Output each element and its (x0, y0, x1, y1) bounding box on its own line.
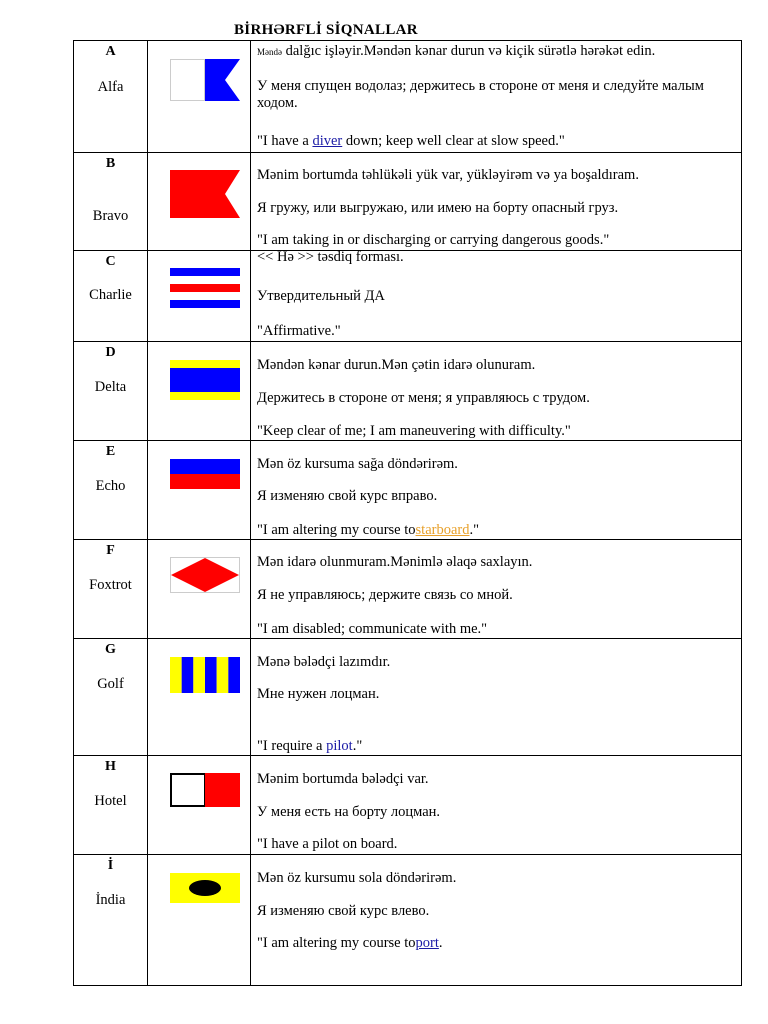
signal-name: Charlie (89, 287, 132, 303)
meaning-az: Mən öz kursuma sağa döndərirəm. (257, 456, 458, 472)
meaning-cell (251, 540, 741, 638)
meaning-en: "I require a pilot." (257, 738, 363, 754)
flag-cell (148, 153, 251, 250)
meaning-ru: У меня спущен водолаз; держитесь в стороне от меня и следуйте малым ходом. (257, 78, 704, 111)
meaning-az: Məndə dalğıc işləyir.Məndən kənar durun və kiçik sürətlə hərəkət edin. (257, 43, 656, 59)
golf-flag-icon (170, 657, 240, 693)
meaning-az: Mənə bələdçi lazımdır. (257, 654, 391, 670)
meaning-cell (251, 639, 741, 755)
letter-cell (74, 855, 148, 985)
table-row (74, 639, 741, 756)
meaning-en: "I am disabled; communicate with me." (257, 621, 488, 637)
meaning-ru: Я не управляюсь; держите связь со мной. (257, 587, 513, 603)
meaning-ru: Держитесь в стороне от меня; я управляюсь с трудом. (257, 390, 590, 406)
letter-cell (74, 41, 148, 152)
meaning-en: "I have a diver down; keep well clear at slow speed." (257, 133, 565, 149)
india-flag-icon (170, 873, 240, 903)
table-row (74, 540, 741, 639)
signal-name: Bravo (92, 208, 129, 224)
meaning-cell (251, 153, 741, 250)
flag-cell (148, 441, 251, 539)
signal-letter: F (106, 543, 115, 558)
flag-cell (148, 251, 251, 341)
table-row (74, 855, 741, 985)
signal-name: Alfa (97, 79, 124, 95)
signal-name: İndia (95, 892, 126, 908)
starboard-link[interactable]: starboard (415, 522, 470, 538)
table-row (74, 756, 741, 855)
meaning-az: Mənim bortumda təhlükəli yük var, yükləyirəm və ya boşaldıram. (257, 167, 639, 183)
signal-letter: E (105, 444, 116, 459)
meaning-ru: У меня есть на борту лоцман. (257, 804, 441, 820)
meaning-en: "Affirmative." (257, 323, 341, 339)
flag-cell (148, 756, 251, 854)
meaning-cell (251, 41, 741, 152)
table-row (74, 342, 741, 441)
flag-cell (148, 41, 251, 152)
letter-cell (74, 342, 148, 440)
signal-letter: B (105, 156, 116, 171)
letter-cell (74, 639, 148, 755)
meaning-az: << Hə >> təsdiq forması. (257, 249, 404, 265)
signal-letter: G (105, 642, 116, 657)
signal-table (73, 40, 742, 986)
meaning-en: "I am altering my course tostarboard." (257, 522, 480, 538)
meaning-az: Mən öz kursumu sola döndərirəm. (257, 870, 457, 886)
meaning-cell (251, 441, 741, 539)
meaning-cell (251, 756, 741, 854)
diver-link[interactable]: diver (312, 133, 343, 149)
meaning-az: Mən idarə olunmuram.Mənimlə əlaqə saxlayın. (257, 554, 533, 570)
meaning-ru: Я изменяю свой курс вправо. (257, 488, 438, 504)
table-row (74, 153, 741, 251)
letter-cell (74, 251, 148, 341)
meaning-az: Mənim bortumda bələdçi var. (257, 771, 429, 787)
flag-cell (148, 639, 251, 755)
meaning-ru: Я изменяю свой курс влево. (257, 903, 430, 919)
letter-cell (74, 756, 148, 854)
pilot-link[interactable]: pilot (326, 738, 353, 754)
signal-name: Echo (95, 478, 126, 494)
table-row (74, 251, 741, 342)
meaning-en: "Keep clear of me; I am maneuvering with difficulty." (257, 423, 571, 439)
signal-letter: C (105, 254, 116, 269)
letter-cell (74, 540, 148, 638)
meaning-en: "I am altering my course toport. (257, 935, 443, 951)
page-title: BİRHƏRFLİ SİQNALLAR (234, 22, 418, 38)
meaning-az: Məndən kənar durun.Mən çətin idarə olunuram. (257, 357, 536, 373)
table-row (74, 41, 741, 153)
signal-letter: A (105, 44, 116, 59)
flag-cell (148, 540, 251, 638)
signal-name: Delta (94, 379, 127, 395)
meaning-cell (251, 251, 741, 341)
meaning-cell (251, 855, 741, 985)
table-row (74, 441, 741, 540)
signal-letter: D (105, 345, 116, 360)
delta-flag-icon (170, 360, 240, 400)
flag-cell (148, 342, 251, 440)
signal-letter: H (105, 759, 116, 774)
signal-name: Hotel (94, 793, 127, 809)
alfa-flag-icon (170, 59, 240, 101)
meaning-en: "I am taking in or discharging or carrying dangerous goods." (257, 232, 610, 248)
charlie-flag-icon (170, 268, 240, 308)
signal-name: Golf (97, 676, 124, 692)
letter-cell (74, 153, 148, 250)
flag-cell (148, 855, 251, 985)
meaning-ru: Мне нужен лоцман. (257, 686, 380, 702)
signal-letter: İ (107, 858, 114, 873)
signal-name: Foxtrot (89, 577, 132, 593)
letter-cell (74, 441, 148, 539)
meaning-ru: Я гружу, или выгружаю, или имею на борту опасный груз. (257, 200, 619, 216)
meaning-ru: Утвердительный ДА (257, 288, 385, 304)
hotel-flag-icon (170, 773, 240, 807)
bravo-flag-icon (170, 170, 240, 218)
echo-flag-icon (170, 459, 240, 489)
meaning-en: "I have a pilot on board. (257, 836, 398, 852)
foxtrot-flag-icon (170, 557, 240, 593)
meaning-cell (251, 342, 741, 440)
port-link[interactable]: port (415, 935, 439, 951)
